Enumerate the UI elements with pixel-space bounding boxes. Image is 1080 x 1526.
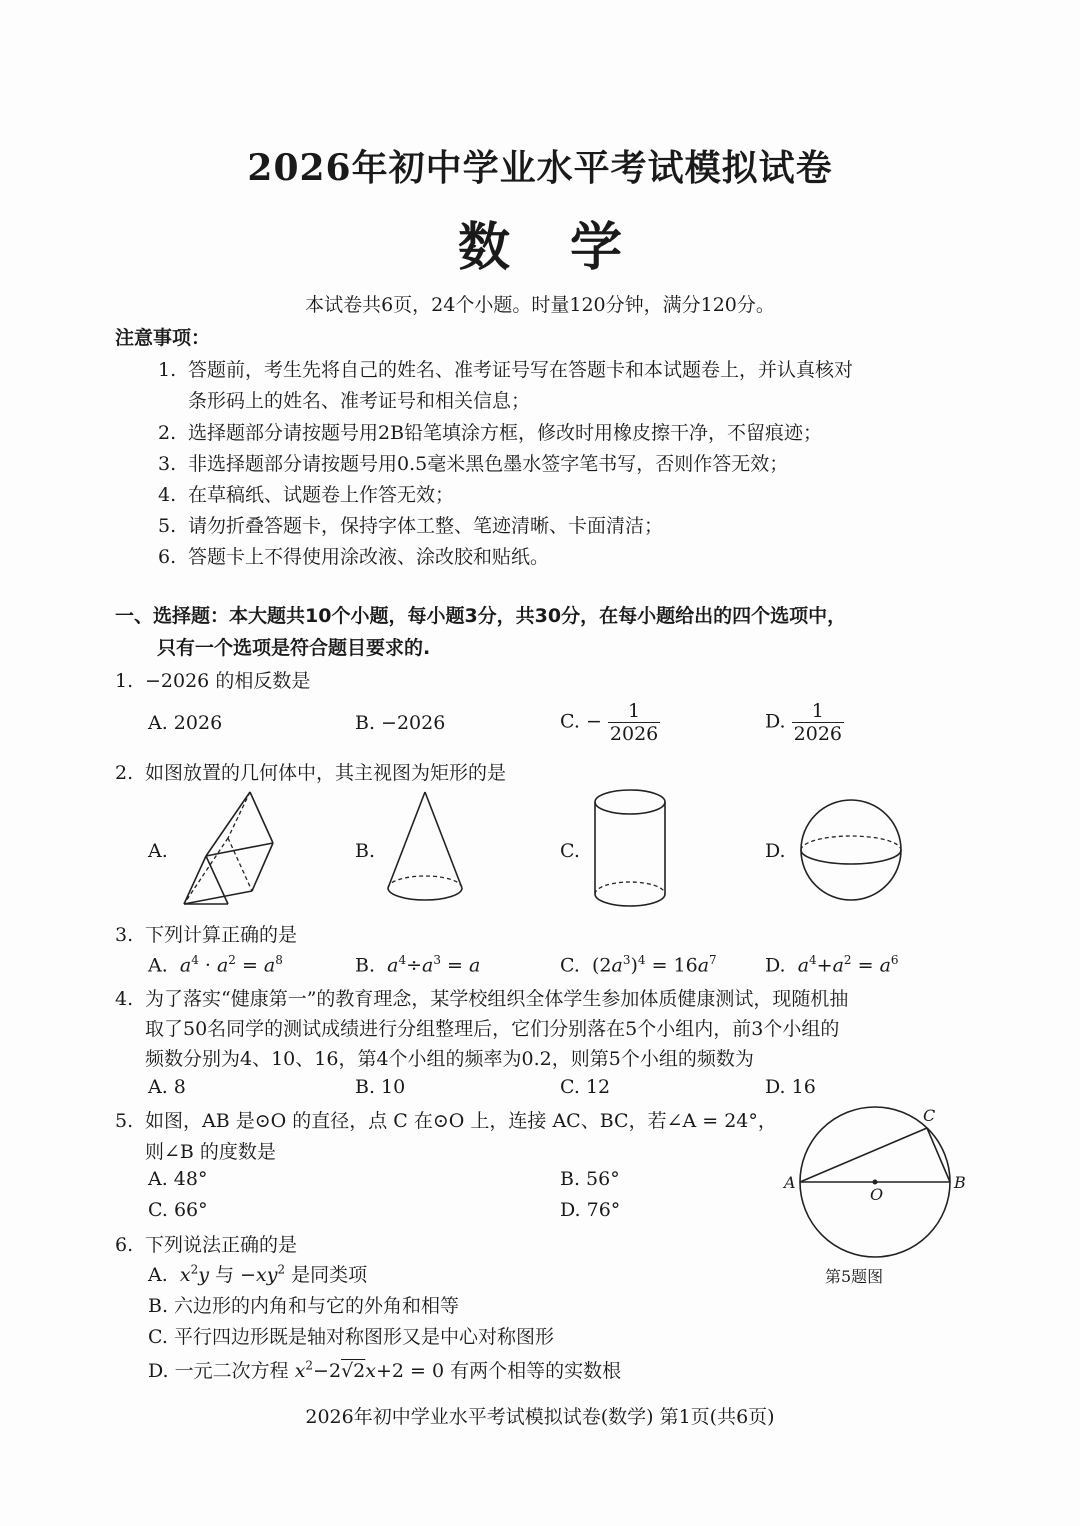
q2-option-b: B. <box>355 840 376 862</box>
point-c-label: C <box>923 1106 936 1125</box>
sphere-figure <box>796 797 906 903</box>
circle-diagram-q5 <box>780 1100 970 1270</box>
point-b-label: B <box>954 1173 966 1192</box>
q4-stem-line-1: 4. 为了落实“健康第一”的教育理念，某学校组织全体学生参加体质健康测试，现随机抽 <box>115 988 849 1010</box>
q6-option-b: B. 六边形的内角和与它的外角和相等 <box>148 1295 460 1317</box>
q6-option-c: C. 平行四边形既是轴对称图形又是中心对称图形 <box>148 1326 554 1348</box>
q1-stem: 1. −2026 的相反数是 <box>115 670 311 692</box>
q5-stem-line-2: 则∠B 的度数是 <box>145 1141 276 1163</box>
q4-stem-line-3: 频数分别为4、10、16，第4个小组的频率为0.2，则第5个小组的频数为 <box>145 1048 754 1070</box>
q3-stem: 3. 下列计算正确的是 <box>115 924 298 946</box>
q1-option-a: A. 2026 <box>148 712 223 734</box>
q4-option-b: B. 10 <box>355 1076 406 1098</box>
exam-info: 本试卷共6页，24个小题。时量120分钟，满分120分。 <box>305 294 775 316</box>
q5-option-c: C. 66° <box>148 1199 208 1221</box>
q5-figure-caption: 第5题图 <box>825 1267 884 1286</box>
page-footer: 2026年初中学业水平考试模拟试卷(数学) 第1页(共6页) <box>305 1406 775 1428</box>
q6-stem: 6. 下列说法正确的是 <box>115 1234 298 1256</box>
q4-option-c: C. 12 <box>560 1076 611 1098</box>
q4-option-d: D. 16 <box>765 1076 816 1098</box>
q5-stem-line-1: 5. 如图，AB 是⊙O 的直径，点 C 在⊙O 上，连接 AC、BC，若∠A = 24°， <box>115 1110 777 1132</box>
notice-item-1: 1. 答题前，考生先将自己的姓名、准考证号写在答题卡和本试题卷上，并认真核对 <box>158 359 854 381</box>
notice-item-3: 3. 非选择题部分请按题号用0.5毫米黑色墨水签字笔书写，否则作答无效； <box>158 453 789 475</box>
q5-option-b: B. 56° <box>560 1168 620 1190</box>
q2-option-d: D. <box>765 840 786 862</box>
q6-option-a: A. $x^2y$ 与 $-xy^2$ 是同类项 <box>148 1262 368 1286</box>
subject-title: 数学 <box>457 217 682 278</box>
q1-option-d: D. $\frac{1}{2026}$ <box>765 700 843 745</box>
notice-item-4: 4. 在草稿纸、试题卷上作答无效； <box>158 484 455 506</box>
notice-item-6: 6. 答题卡上不得使用涂改液、涂改胶和贴纸。 <box>158 546 550 568</box>
q5-option-a: A. 48° <box>148 1168 208 1190</box>
notice-item-5: 5. 请勿折叠答题卡，保持字体工整、笔迹清晰、卡面清洁； <box>158 515 664 537</box>
q3-option-a: A. $a^4 \cdot a^2 = a^8$ <box>148 953 283 977</box>
q4-option-a: A. 8 <box>148 1076 186 1098</box>
point-a-label: A <box>784 1173 796 1192</box>
point-o-label: O <box>870 1185 884 1204</box>
q3-option-d: D. $a^4+a^2 = a^6$ <box>765 953 899 977</box>
triangular-prism-figure <box>178 788 278 910</box>
q5-option-d: D. 76° <box>560 1199 621 1221</box>
notice-item-2: 2. 选择题部分请按题号用2B铅笔填涂方框，修改时用橡皮擦干净，不留痕迹； <box>158 422 823 444</box>
section-1-heading: 一、选择题：本大题共10个小题，每小题3分，共30分，在每小题给出的四个选项中， 只有一个选项是符合题目要求的. <box>115 605 847 659</box>
q1-option-b: B. −2026 <box>355 712 446 734</box>
q6-option-d: D. 一元二次方程 $x^2-2√2x+2 = 0$ 有两个相等的实数根 <box>148 1358 622 1382</box>
q2-option-c: C. <box>560 840 580 862</box>
notice-item-1-cont: 条形码上的姓名、准考证号和相关信息； <box>188 390 531 412</box>
cylinder-figure <box>590 786 670 914</box>
q2-option-a: A. <box>148 840 168 862</box>
notice-heading: 注意事项： <box>115 327 211 349</box>
cone-figure <box>384 788 466 910</box>
q4-stem-line-2: 取了50名同学的测试成绩进行分组整理后，它们分别落在5个小组内，前3个小组的 <box>145 1018 840 1040</box>
q3-option-b: B. $a^4\div a^3 = a$ <box>355 953 481 977</box>
exam-title: 2026年初中学业水平考试模拟试卷 <box>247 147 833 189</box>
q2-stem: 2. 如图放置的几何体中，其主视图为矩形的是 <box>115 762 507 784</box>
q3-option-c: C. $(2a^3)^4 = 16a^7$ <box>560 953 717 977</box>
q1-option-c: C. − $\frac{1}{2026}$ <box>560 700 659 745</box>
